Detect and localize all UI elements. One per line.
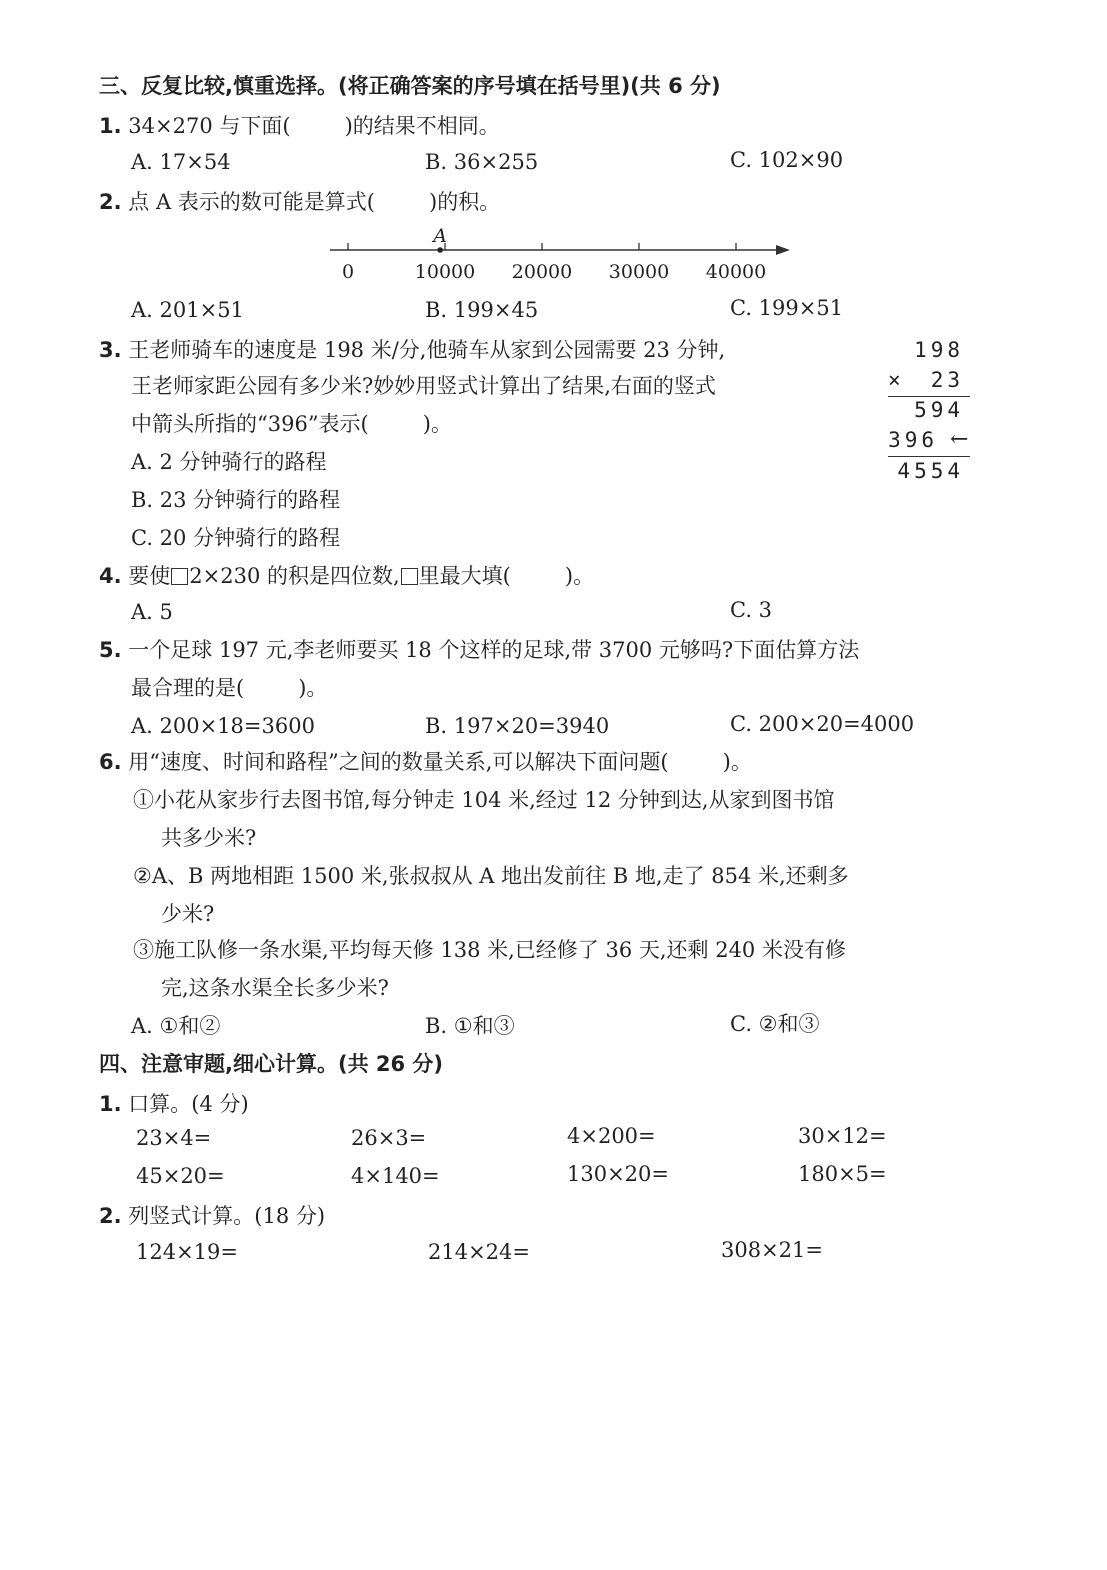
part-label: 口算。(4 分) (128, 1092, 249, 1116)
part-1 (99, 1090, 249, 1118)
question-text: )的积。 (429, 190, 501, 214)
question-number: 3. (99, 338, 122, 362)
part-2 (99, 1202, 325, 1230)
partial-product-1: 594 (914, 398, 964, 422)
option-a: A. 2 分钟骑行的路程 (131, 450, 327, 474)
question-number: 2. (99, 190, 122, 214)
question-text: )的结果不相同。 (344, 114, 500, 138)
number-line-tick-label: 20000 (511, 261, 573, 283)
square-box-icon (171, 568, 188, 585)
problem-2-line-2: 少米? (161, 902, 215, 926)
question-text: 中箭头所指的“396”表示( (131, 412, 369, 436)
question-text: )。 (422, 412, 452, 436)
question-number: 5. (99, 638, 122, 662)
problem-1-line-1: ①小花从家步行去图书馆,每分钟走 104 米,经过 12 分钟到达,从家到图书馆 (133, 788, 835, 812)
question-number: 1. (99, 1092, 122, 1116)
question-text: 要使 (128, 564, 171, 588)
multiplier: 23 (930, 368, 964, 392)
part-label: 列竖式计算。(18 分) (128, 1204, 326, 1228)
option-a: A. 200×18=3600 (131, 714, 315, 738)
question-text: )。 (298, 676, 328, 700)
question-number: 6. (99, 750, 122, 774)
question-text: 王老师骑车的速度是 198 米/分,他骑车从家到公园需要 23 分钟, (128, 338, 726, 362)
mental-calc-item: 30×12= (798, 1124, 887, 1148)
question-text: 用“速度、时间和路程”之间的数量关系,可以解决下面问题( (128, 750, 669, 774)
number-line (320, 222, 800, 288)
arrow-left-icon: ← (950, 427, 969, 452)
question-text: 点 A 表示的数可能是算式( (128, 190, 375, 214)
mental-calc-item: 130×20= (567, 1162, 669, 1186)
problem-1-line-2: 共多少米? (161, 826, 257, 850)
vertical-calc-item: 214×24= (428, 1240, 530, 1264)
question-number: 4. (99, 564, 122, 588)
square-box-icon (401, 568, 418, 585)
multiplier-row (874, 368, 964, 392)
product: 4554 (897, 459, 964, 483)
number-line-arrow (776, 245, 790, 255)
vertical-calc-item: 308×21= (721, 1238, 823, 1262)
number-line-tick-label: 40000 (705, 261, 767, 283)
question-4 (99, 562, 594, 590)
mental-calc-item: 180×5= (798, 1162, 887, 1186)
question-number: 2. (99, 1204, 122, 1228)
question-2 (99, 188, 500, 216)
option-c: C. 199×51 (730, 296, 844, 320)
option-a: A. 201×51 (131, 298, 244, 322)
option-c: C. ②和③ (730, 1012, 820, 1036)
number-line-tick-label: 30000 (608, 261, 670, 283)
option-c: C. 102×90 (730, 148, 844, 172)
question-1 (99, 112, 500, 140)
mental-calc-item: 26×3= (351, 1126, 427, 1150)
question-5 (99, 636, 859, 664)
question-6 (99, 748, 752, 776)
question-text (131, 410, 452, 438)
mental-calc-item: 4×200= (567, 1124, 656, 1148)
question-number: 1. (99, 114, 122, 138)
number-line-tick-label: 0 (341, 261, 355, 283)
question-text: 里最大填( (418, 564, 511, 588)
option-c: C. 3 (730, 598, 773, 622)
option-c: C. 200×20=4000 (730, 712, 915, 736)
question-text (131, 674, 327, 702)
number-line-tick-label: 10000 (414, 261, 476, 283)
mental-calc-item: 45×20= (136, 1164, 225, 1188)
question-text: 34×270 与下面( (128, 114, 291, 138)
divider-line (888, 396, 970, 397)
vertical-calc-item: 124×19= (136, 1240, 238, 1264)
divider-line (888, 456, 970, 457)
mental-calc-item: 4×140= (351, 1164, 440, 1188)
mental-calc-item: 23×4= (136, 1126, 212, 1150)
question-3 (99, 336, 725, 364)
multiply-sign: × (888, 368, 905, 392)
multiplicand: 198 (914, 338, 964, 362)
option-b: B. 36×255 (425, 150, 539, 174)
question-text: )。 (722, 750, 752, 774)
question-text: 2×230 的积是四位数, (189, 564, 400, 588)
option-b: B. 199×45 (425, 298, 539, 322)
question-text: 一个足球 197 元,李老师要买 18 个这样的足球,带 3700 元够吗?下面估算方法 (128, 638, 860, 662)
option-a: A. 5 (131, 600, 173, 624)
problem-3-line-1: ③施工队修一条水渠,平均每天修 138 米,已经修了 36 天,还剩 240 米没有修 (133, 938, 846, 962)
point-a-label: A (433, 225, 448, 247)
option-b: B. 23 分钟骑行的路程 (131, 488, 341, 512)
point-a-marker (437, 247, 443, 253)
problem-3-line-2: 完,这条水渠全长多少米? (161, 976, 389, 1000)
problem-2-line-1: ②A、B 两地相距 1500 米,张叔叔从 A 地出发前往 B 地,走了 854 米,还剩多 (133, 864, 849, 888)
option-a: A. ①和② (131, 1014, 221, 1038)
section-4-title: 四、注意审题,细心计算。(共 26 分) (99, 1052, 444, 1076)
option-a: A. 17×54 (131, 150, 231, 174)
question-text: 最合理的是( (131, 676, 245, 700)
option-b: B. ①和③ (425, 1014, 515, 1038)
partial-product-2: 396 (888, 428, 938, 452)
question-text: 王老师家距公园有多少米?妙妙用竖式计算出了结果,右面的竖式 (131, 374, 716, 398)
question-text: )。 (564, 564, 595, 588)
option-c: C. 20 分钟骑行的路程 (131, 526, 341, 550)
option-b: B. 197×20=3940 (425, 714, 610, 738)
section-3-title: 三、反复比较,慎重选择。(将正确答案的序号填在括号里)(共 6 分) (99, 74, 721, 98)
